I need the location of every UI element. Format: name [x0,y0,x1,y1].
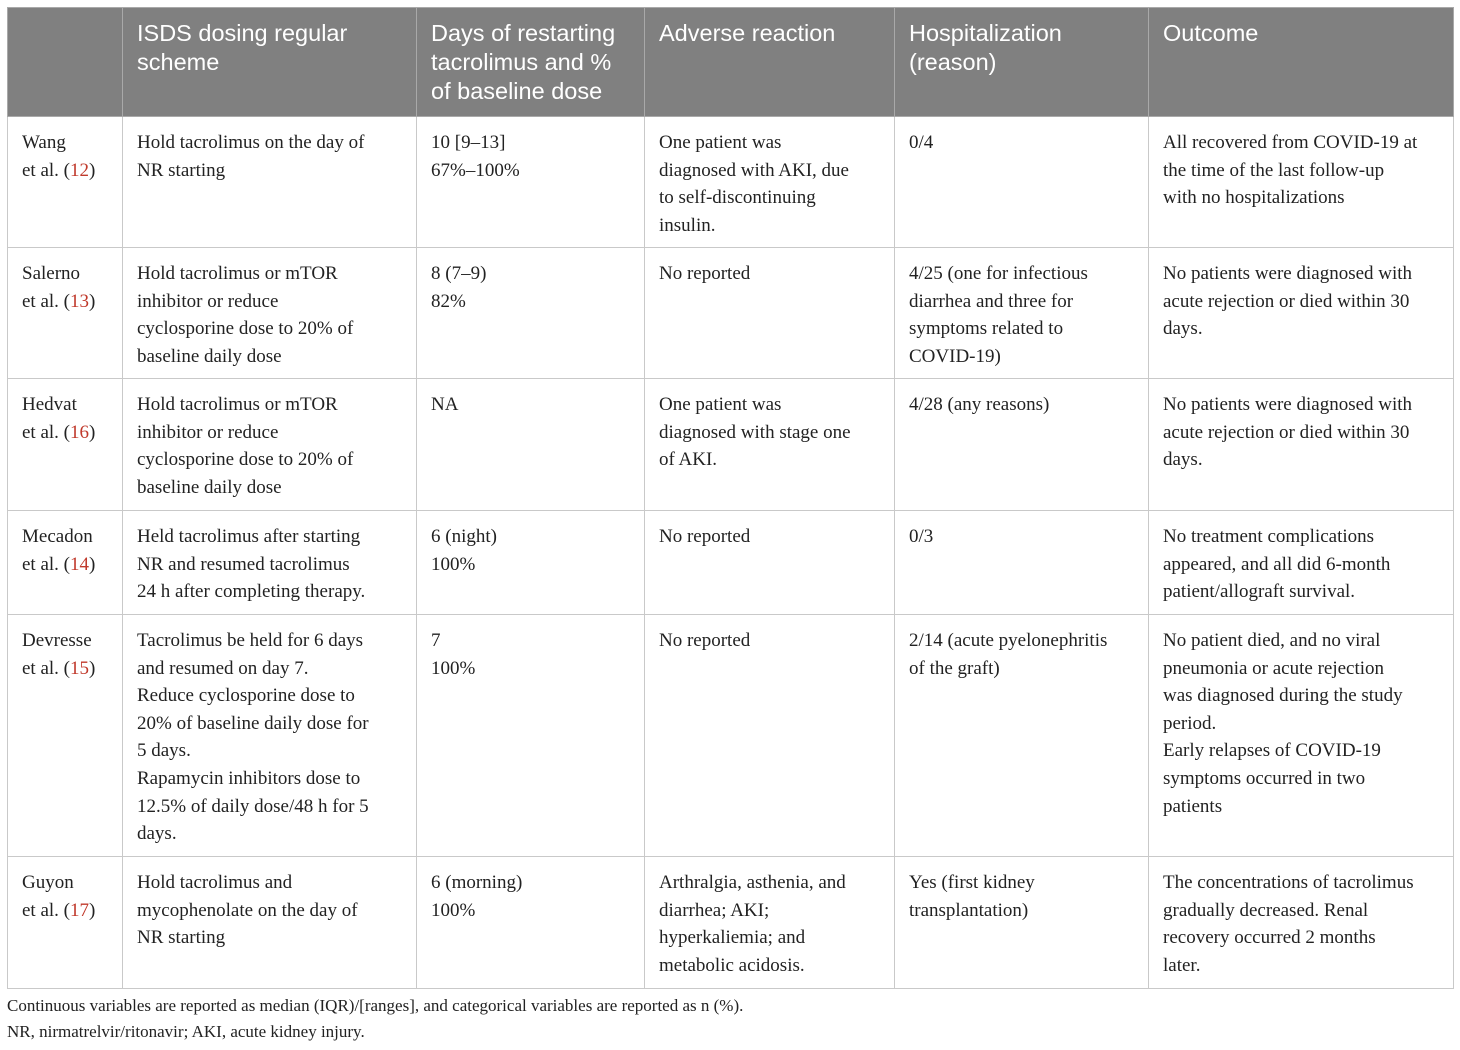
cell-outcome: No patients were diagnosed with acute rejection or died within 30 days. [1149,379,1454,511]
cell-adverse: No reported [645,248,895,379]
citation-link[interactable]: 17 [70,899,90,921]
table-container [7,7,1453,1045]
cell-adverse: One patient was diagnosed with AKI, due to self-discontinuing insulin. [645,117,895,248]
cell-adverse: No reported [645,615,895,857]
cell-restart: 10 [9–13] 67%–100% [417,117,645,248]
cell-outcome: No treatment complications appeared, and all did 6-month patient/allograft survival. [1149,511,1454,615]
cell-scheme: Hold tacrolimus on the day of NR starting [123,117,417,248]
cell-adverse: One patient was diagnosed with stage one of AKI. [645,379,895,511]
cell-restart: NA [417,379,645,511]
header-row [8,8,1454,117]
citation-link[interactable]: 14 [70,553,90,575]
cell-outcome: The concentrations of tacrolimus gradually decreased. Renal recovery occurred 2 months later. [1149,857,1454,989]
cell-hospitalization: 2/14 (acute pyelonephritis of the graft) [895,615,1149,857]
cell-study: Wang et al. (12) [8,117,123,248]
header-isds-scheme: ISDS dosing regular scheme [123,8,417,117]
cell-study: Mecadon et al. (14) [8,511,123,615]
header-study [8,8,123,117]
header-hospitalization: Hospitalization (reason) [895,8,1149,117]
table-row [8,615,1454,857]
citation-link[interactable]: 12 [70,159,90,181]
table-row [8,117,1454,248]
dosing-table [7,7,1454,989]
footnote-statistics: Continuous variables are reported as median (IQR)/[ranges], and categorical variables are reported as n (%). [7,996,744,1015]
cell-scheme: Tacrolimus be held for 6 days and resumed on day 7. Reduce cyclosporine dose to 20% of baseline daily dose for 5 days. Rapamycin inhibitors dose to 12.5% of daily dose/48 h for 5 days. [123,615,417,857]
table-row [8,379,1454,511]
cell-hospitalization: 4/25 (one for infectious diarrhea and three for symptoms related to COVID-19) [895,248,1149,379]
cell-scheme: Hold tacrolimus and mycophenolate on the day of NR starting [123,857,417,989]
footnote-abbreviations: NR, nirmatrelvir/ritonavir; AKI, acute kidney injury. [7,1022,365,1041]
cell-hospitalization: Yes (first kidney transplantation) [895,857,1149,989]
citation-link[interactable]: 13 [70,290,90,312]
cell-outcome: No patients were diagnosed with acute rejection or died within 30 days. [1149,248,1454,379]
cell-scheme: Hold tacrolimus or mTOR inhibitor or reduce cyclosporine dose to 20% of baseline daily dose [123,379,417,511]
cell-adverse: Arthralgia, asthenia, and diarrhea; AKI; hyperkaliemia; and metabolic acidosis. [645,857,895,989]
cell-study: Salerno et al. (13) [8,248,123,379]
table-row [8,857,1454,989]
citation-link[interactable]: 15 [70,657,90,679]
cell-restart: 6 (morning) 100% [417,857,645,989]
cell-hospitalization: 4/28 (any reasons) [895,379,1149,511]
cell-study: Hedvat et al. (16) [8,379,123,511]
table-row [8,511,1454,615]
cell-study: Devresse et al. (15) [8,615,123,857]
table-row [8,248,1454,379]
cell-scheme: Hold tacrolimus or mTOR inhibitor or reduce cyclosporine dose to 20% of baseline daily dose [123,248,417,379]
cell-scheme: Held tacrolimus after starting NR and resumed tacrolimus 24 h after completing therapy. [123,511,417,615]
cell-adverse: No reported [645,511,895,615]
cell-restart: 6 (night) 100% [417,511,645,615]
cell-study: Guyon et al. (17) [8,857,123,989]
cell-restart: 8 (7–9) 82% [417,248,645,379]
header-restart-days: Days of restarting tacrolimus and % of baseline dose [417,8,645,117]
table-footnotes [7,993,1453,1045]
citation-link[interactable]: 16 [70,421,90,443]
header-outcome: Outcome [1149,8,1454,117]
cell-hospitalization: 0/4 [895,117,1149,248]
header-adverse-reaction: Adverse reaction [645,8,895,117]
cell-outcome: No patient died, and no viral pneumonia or acute rejection was diagnosed during the study period. Early relapses of COVID-19 symptoms occurred in two patients [1149,615,1454,857]
cell-outcome: All recovered from COVID-19 at the time of the last follow-up with no hospitalizations [1149,117,1454,248]
cell-restart: 7 100% [417,615,645,857]
cell-hospitalization: 0/3 [895,511,1149,615]
